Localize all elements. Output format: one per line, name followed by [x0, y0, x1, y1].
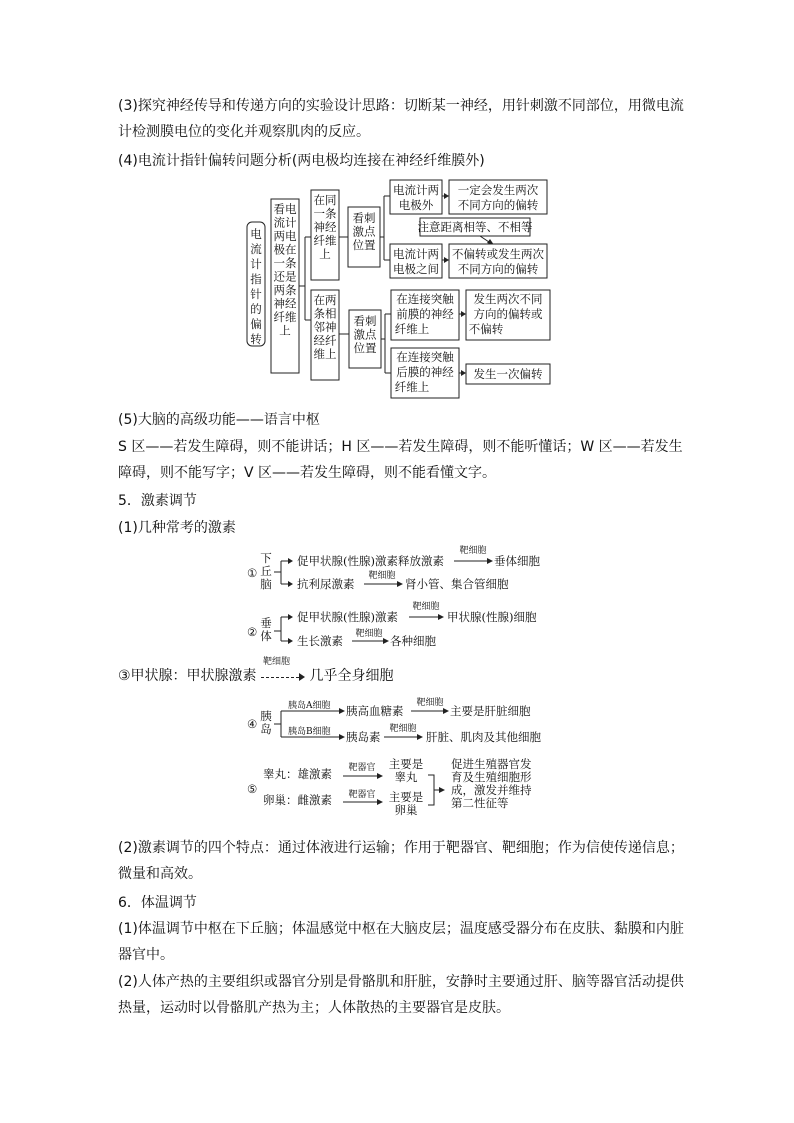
presynaptic-line-2: 前膜的神经 [396, 307, 454, 321]
h5-effect: 促进生殖器官发育及生殖细胞形成，激发并维持第二性征等 [451, 757, 532, 810]
hormone-group-2-number: ② [247, 625, 258, 639]
root-label: 电流计指针的偏转 [250, 227, 262, 346]
section-6-title: 6．体温调节 [118, 895, 197, 911]
thyroid-arrow-label: 靶细胞 [263, 657, 291, 667]
h4-row1-arrow-label: 靶细胞 [416, 698, 444, 708]
h5-row2-organ: 卵巢：雌激素 [263, 793, 332, 807]
thyroid-target: 几乎全身细胞 [309, 668, 394, 684]
h4-row1-target: 主要是肝脏细胞 [450, 704, 531, 718]
presynaptic-result-line-3: 不偏转 [468, 322, 504, 336]
h5-row1-target: 主要是睾丸 [388, 757, 424, 784]
thyroid-prefix: ③甲状腺：甲状腺激素 [118, 668, 257, 684]
h4-row1-cell: 胰岛A细胞 [288, 701, 331, 711]
postsynaptic-result: 发生一次偏转 [473, 367, 543, 381]
section-5-2: (2)激素调节的四个特点：通过体液进行运输；作用于靶器官、靶细胞；作为信使传递信息；微量和高效。 [118, 840, 684, 882]
section-6-1: (1)体温调节中枢在下丘脑；体温感觉中枢在大脑皮层；温度感受器分布在皮肤、黏膜和内脏器官中。 [118, 921, 684, 963]
postsynaptic-line-1: 在连接突触 [396, 350, 454, 364]
distance-note: 注意距离相等、不相等 [417, 220, 533, 234]
h2-row2-hormone: 生长激素 [297, 634, 343, 648]
between-electrodes-line-2: 电极之间 [393, 262, 439, 276]
presynaptic-line-3: 纤维上 [394, 322, 430, 336]
h2-row2-target: 各种细胞 [390, 634, 436, 648]
h4-row2-target: 肝脏、肌肉及其他细胞 [426, 730, 541, 744]
h5-row1-organ: 睾丸：雄激素 [263, 767, 332, 781]
hypothalamus-label: 下丘脑 [260, 551, 272, 591]
h2-row1-hormone: 促甲状腺(性腺)激素 [297, 610, 398, 624]
h5-row2-target: 主要是卵巢 [388, 790, 424, 817]
stimulus-position-label-1: 看刺激点位置 [352, 211, 376, 252]
outside-electrodes-line-2: 电极外 [398, 198, 434, 212]
section-5-title: 5．激素调节 [118, 493, 197, 509]
h2-row2-arrow-label: 靶细胞 [355, 629, 383, 639]
paragraph-4-heading: (4)电流计指针偏转问题分析(两电极均连接在神经纤维膜外) [118, 153, 485, 169]
hormone-group-5-number: ⑤ [247, 782, 258, 796]
h5-row1-arrow-label: 靶器官 [348, 763, 376, 773]
paragraph-5-body: S 区——若发生障碍，则不能讲话；H 区——若发生障碍，则不能听懂话；W 区——若发生障碍，则不能写字；V 区——若发生障碍，则不能看懂文字。 [118, 439, 683, 481]
outside-result-line-1: 一定会发生两次 [457, 183, 539, 197]
paragraph-3: (3)探究神经传导和传递方向的实验设计思路：切断某一神经，用针刺激不同部位，用微电流计检测膜电位的变化并观察肌肉的反应。 [118, 98, 684, 140]
paragraph-5-heading: (5)大脑的高级功能——语言中枢 [118, 412, 320, 428]
outside-electrodes-line-1: 电流计两 [393, 183, 439, 197]
postsynaptic-line-3: 纤维上 [394, 380, 430, 394]
outside-result-line-2: 不同方向的偏转 [457, 198, 539, 212]
h4-row2-arrow-label: 靶细胞 [389, 724, 417, 734]
h1-row1-arrow-label: 靶细胞 [459, 546, 487, 556]
between-result-line-1: 不偏转或发生两次 [452, 247, 544, 261]
hormone-group-1-number: ① [247, 566, 258, 580]
postsynaptic-line-2: 后膜的神经 [396, 365, 454, 379]
h4-row1-hormone: 胰高血糖素 [346, 704, 404, 718]
islet-label: 胰岛 [260, 709, 272, 736]
section-5-1: (1)几种常考的激素 [118, 520, 236, 536]
h1-row2-arrow-label: 靶细胞 [368, 571, 396, 581]
h2-row1-arrow-label: 靶细胞 [412, 602, 440, 612]
h1-row2-hormone: 抗利尿激素 [297, 577, 355, 591]
h4-row2-hormone: 胰岛素 [346, 730, 381, 744]
question-box-label: 看电流计两电极在一条还是两条神经纤维上 [273, 202, 297, 338]
stimulus-position-label-2: 看刺激点位置 [353, 314, 377, 355]
section-6-2: (2)人体产热的主要组织或器官分别是骨骼肌和肝脏，安静时主要通过肝、脑等器官活动提供热量，运动时以骨骼肌产热为主；人体散热的主要器官是皮肤。 [118, 974, 684, 1016]
h4-row2-cell: 胰岛B细胞 [288, 727, 331, 737]
h1-row1-hormone: 促甲状腺(性腺)激素释放激素 [297, 554, 444, 568]
presynaptic-result-line-1: 发生两次不同 [473, 292, 543, 306]
h5-row2-arrow-label: 靶器官 [348, 790, 376, 800]
pituitary-label: 垂体 [260, 616, 272, 643]
presynaptic-line-1: 在连接突触 [396, 292, 454, 306]
between-result-line-2: 不同方向的偏转 [457, 262, 539, 276]
h2-row1-target: 甲状腺(性腺)细胞 [447, 610, 537, 624]
h1-row1-target: 垂体细胞 [494, 554, 540, 568]
h1-row2-target: 肾小管、集合管细胞 [405, 577, 509, 591]
different-fibers-label: 在两条相邻神经纤维上 [313, 293, 337, 361]
same-fiber-label: 在同一条神经纤维上 [313, 193, 337, 261]
hormone-group-4-number: ④ [247, 717, 258, 731]
presynaptic-result-line-2: 方向的偏转或 [473, 307, 543, 321]
between-electrodes-line-1: 电流计两 [393, 247, 439, 261]
